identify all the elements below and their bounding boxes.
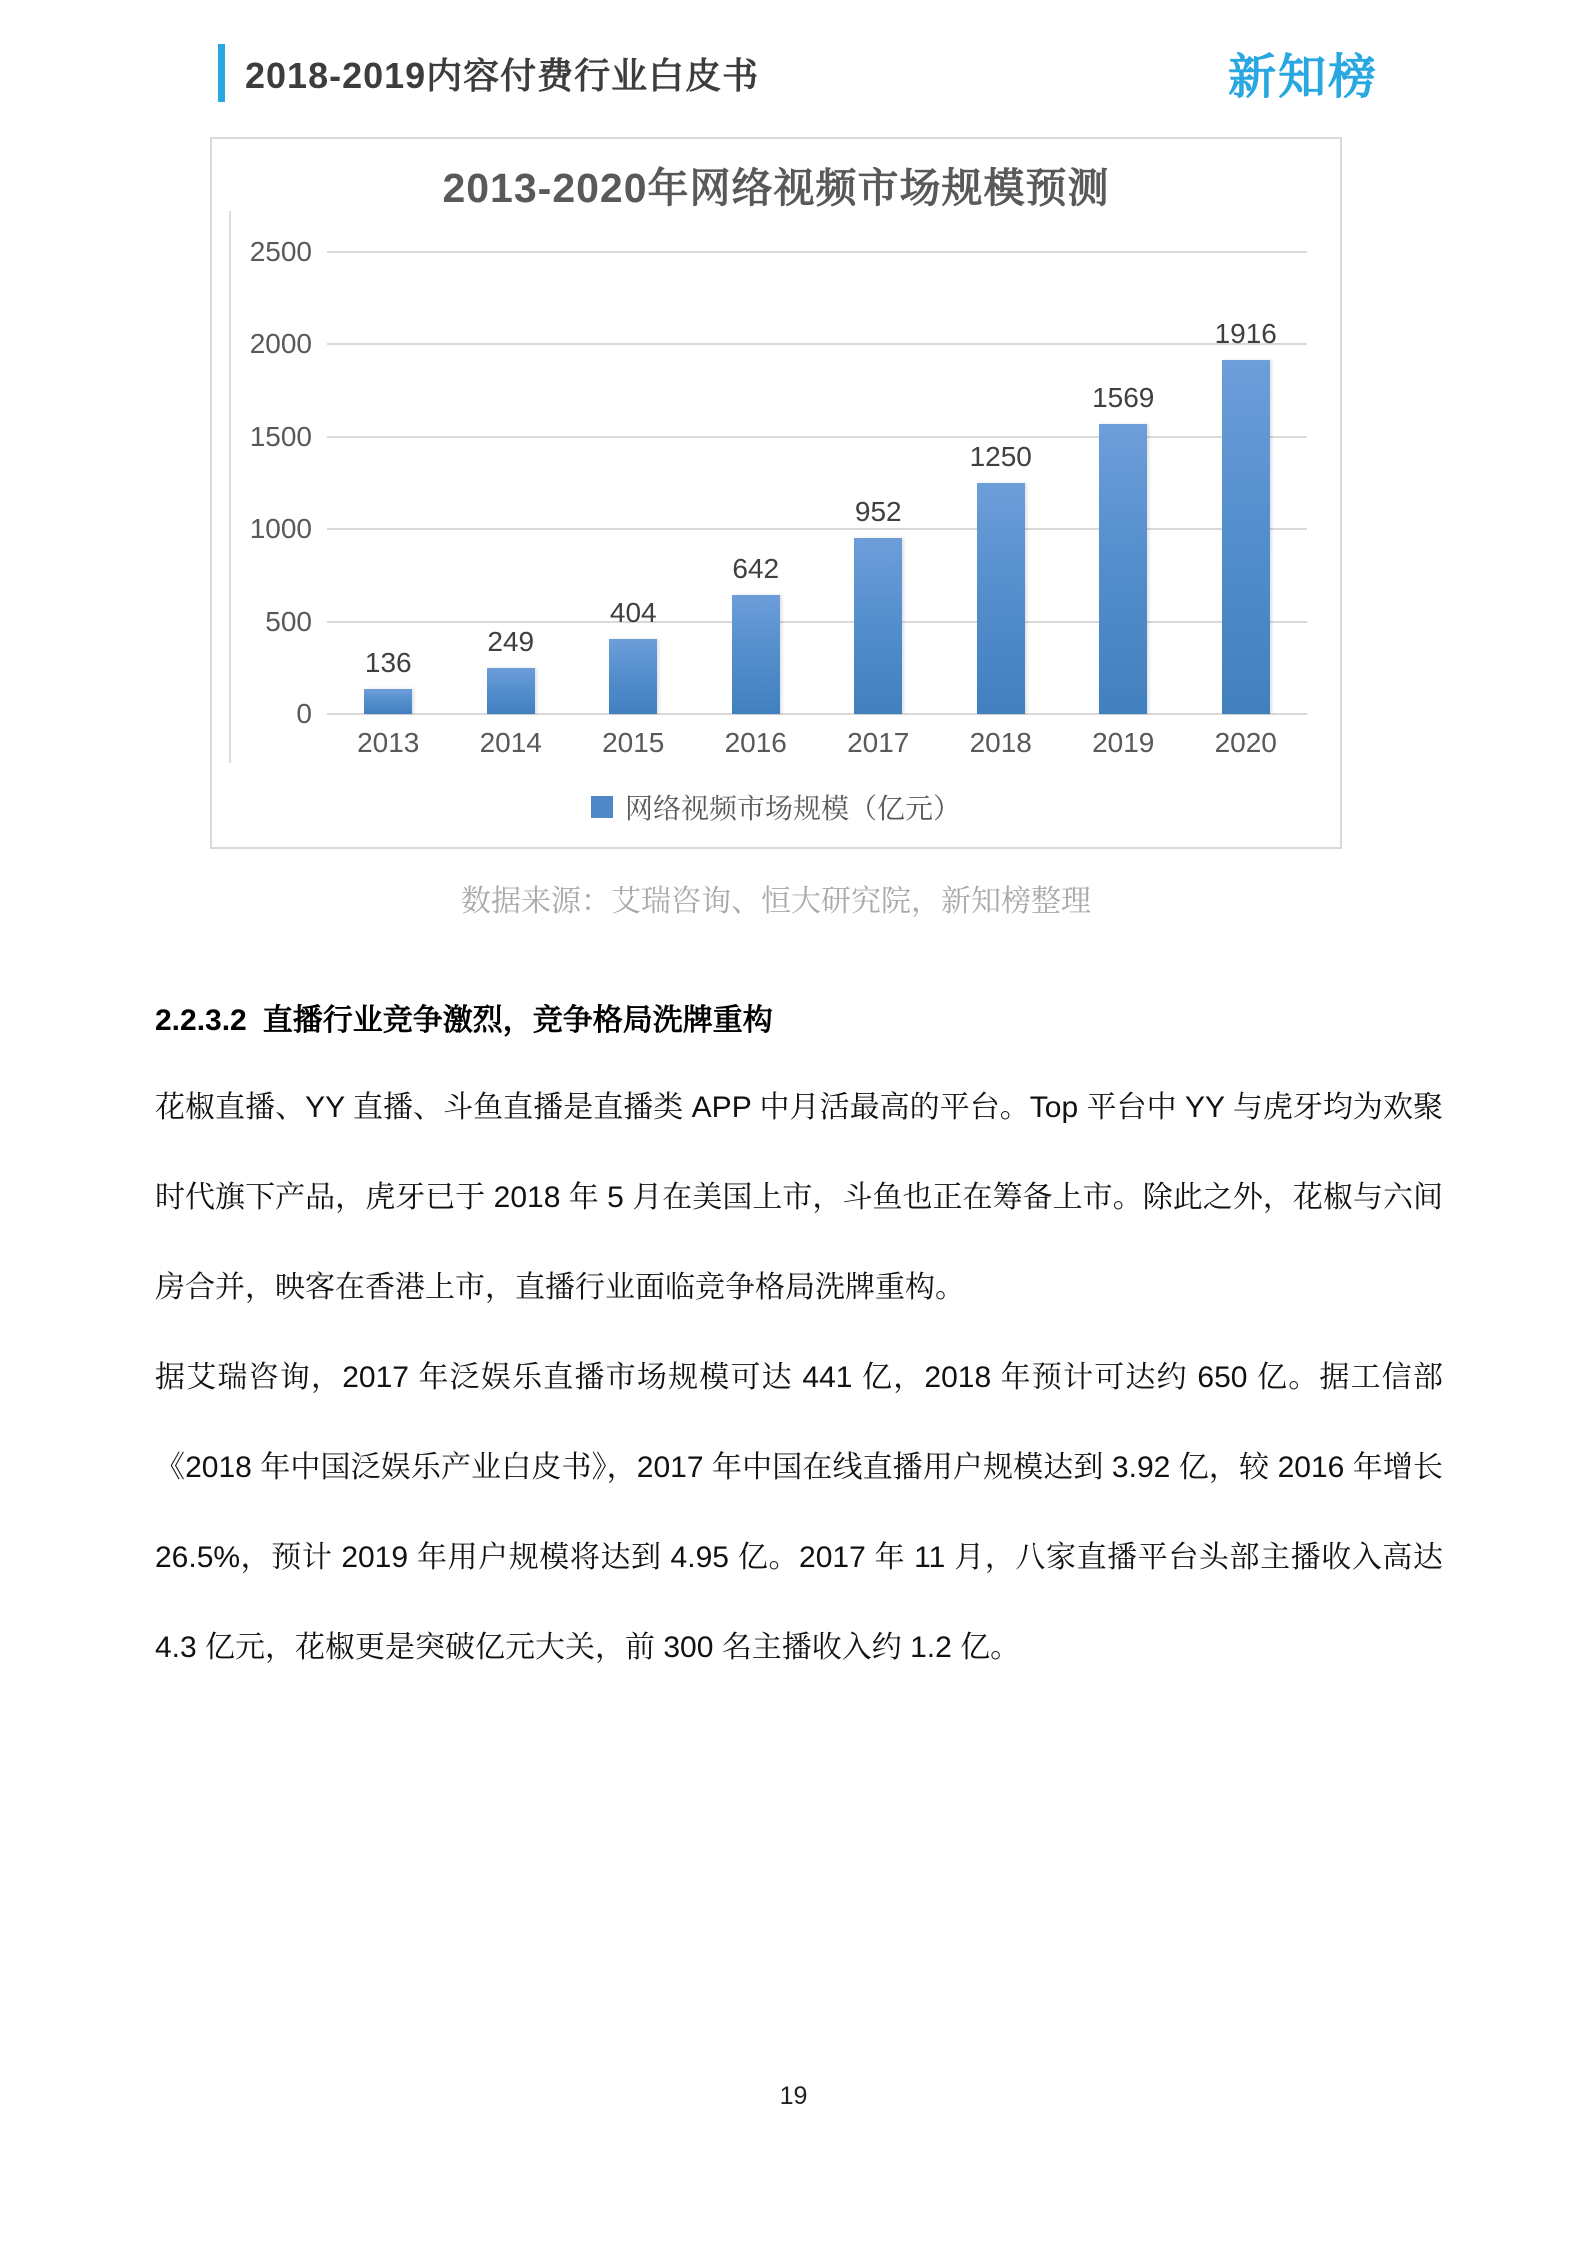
bar (854, 538, 902, 714)
y-tick-label: 500 (265, 605, 312, 637)
paragraph: 据艾瑞咨询，2017 年泛娱乐直播市场规模可达 441 亿，2018 年预计可达约 650 亿。据工信部《2018 年中国泛娱乐产业白皮书》，2017 年中国在线直播用户规模达到 3.92 亿，较 2016 年增长 26.5%，预计 2019 年用户规模将达到 4.95 亿。2017 年 11 月，八家直播平台头部主播收入高达 4.3 亿元，花椒更是突破亿元大关，前 300 名主播收入约 1.2 亿。 (155, 1361, 1443, 1664)
bar (1222, 360, 1270, 714)
y-tick-label: 1000 (249, 513, 312, 545)
bar (732, 595, 780, 714)
section-heading (155, 995, 773, 1039)
header-accent-bar (218, 44, 225, 102)
y-tick-label: 1500 (249, 420, 312, 452)
y-tick-label: 0 (296, 698, 312, 729)
section-number: 2.2.3.2 (155, 1004, 247, 1037)
bar (364, 689, 412, 714)
chart-container (210, 137, 1342, 849)
x-tick-label: 2014 (479, 727, 542, 758)
bars-row (327, 252, 1307, 714)
bar-column (695, 252, 818, 714)
bar (977, 483, 1025, 714)
bar-value-label: 1916 (1214, 317, 1277, 349)
bar-value-label: 1250 (969, 441, 1032, 472)
y-tick-label: 2000 (249, 328, 312, 360)
bar-value-label: 404 (609, 597, 657, 629)
body-text (155, 1063, 1443, 1693)
bar-column (327, 252, 450, 714)
paragraph: 花椒直播、YY 直播、斗鱼直播是直播类 APP 中月活最高的平台。Top 平台中 YY 与虎牙均为欢聚时代旗下产品，虎牙已于 2018 年 5 月在美国上市，斗鱼也正在筹备上市。除此之外，花椒与六间房合并，映客在香港上市，直播行业面临竞争格局洗牌重构。 (155, 1091, 1443, 1304)
y-tick-label: 2500 (249, 236, 312, 267)
document-title: 2018-2019内容付费行业白皮书 (245, 55, 760, 96)
x-tick-label: 2020 (1214, 727, 1277, 758)
x-tick-label: 2013 (357, 727, 420, 758)
bar-value-label: 136 (364, 646, 412, 678)
bar (609, 639, 657, 714)
bar-column (817, 252, 940, 714)
chart-title: 2013-2020年网络视频市场规模预测 (442, 165, 1110, 211)
data-source-caption: 数据来源：艾瑞咨询、恒大研究院，新知榜整理 (461, 885, 1091, 918)
bar-column (940, 252, 1063, 714)
bar-column (1062, 252, 1185, 714)
bar-column (572, 252, 695, 714)
bar (487, 668, 535, 714)
bar-value-label: 952 (854, 496, 902, 528)
x-tick-label: 2015 (602, 727, 665, 758)
x-axis (327, 727, 1307, 759)
x-tick-label: 2016 (724, 727, 787, 758)
brand-logo: 新知榜 (1228, 51, 1379, 104)
bar-column (450, 252, 573, 714)
bar-column (1185, 252, 1308, 714)
legend-label: 网络视频市场规模（亿元） (624, 793, 961, 824)
bar-value-label: 1569 (1092, 382, 1155, 414)
y-axis (212, 236, 312, 729)
chart-legend (212, 787, 1340, 827)
bar (1099, 424, 1147, 714)
section-title: 直播行业竞争激烈，竞争格局洗牌重构 (262, 1004, 773, 1037)
x-tick-label: 2017 (847, 727, 910, 758)
bar-value-label: 249 (487, 626, 535, 657)
x-tick-label: 2018 (969, 727, 1032, 758)
page-number: 19 (779, 2082, 808, 2110)
plot-area (327, 252, 1307, 714)
legend-color-swatch (591, 796, 613, 818)
x-tick-label: 2019 (1092, 727, 1155, 758)
bar-value-label: 642 (732, 553, 780, 585)
